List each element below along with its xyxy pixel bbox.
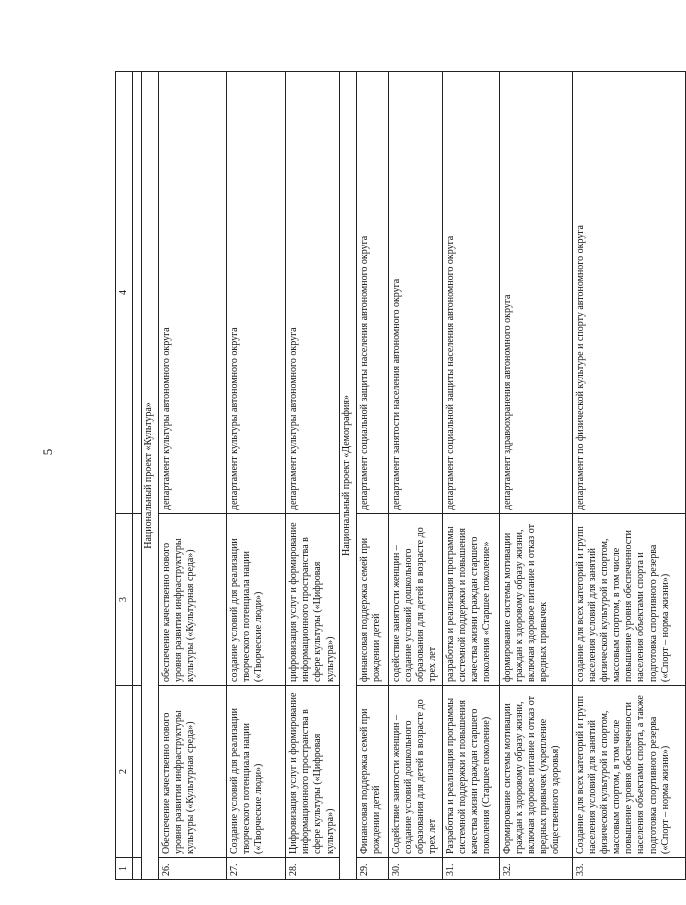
row-number: 29. (356, 858, 388, 880)
table-row (356, 72, 388, 880)
spacer-row (133, 72, 142, 880)
row-department: департамент культуры автономного округа (286, 72, 340, 514)
page-number: 5 (40, 448, 55, 456)
header-cell-2: 2 (116, 686, 133, 858)
table-row (227, 72, 286, 880)
row-task: содействие занятости женщин – создание условий дошкольного образования для детей в возрасте до трех лет (388, 514, 442, 686)
row-department: департамент по физической культуре и спорту автономного округа (572, 72, 685, 514)
row-goal: Формирование системы мотивации граждан к здоровому образу жизни, включая здоровое питание и отказ от вредных привычек (укрепление общественного здоровья) (499, 686, 572, 858)
header-cell-1: 1 (116, 858, 133, 880)
row-number: 32. (499, 858, 572, 880)
row-department: департамент культуры автономного округа (227, 72, 286, 514)
row-number: 30. (388, 858, 442, 880)
row-department: департамент социальной защиты населения автономного округа (356, 72, 388, 514)
projects-table (115, 71, 686, 880)
table-row (572, 72, 685, 880)
table-row (286, 72, 340, 880)
header-row (116, 72, 133, 880)
row-goal: Цифровизация услуг и формирование информационного пространства в сфере культуры («Цифровая культура») (286, 686, 340, 858)
row-department: департамент культуры автономного округа (159, 72, 227, 514)
row-department: департамент здравоохранения автономного округа (499, 72, 572, 514)
row-task: создание условий для реализации творческого потенциала нации («Творческие люди») (227, 514, 286, 686)
section-row-culture (142, 72, 159, 880)
table-row (388, 72, 442, 880)
header-cell-4: 4 (116, 72, 133, 514)
row-task: формирование системы мотивации граждан к здоровому образу жизни, включая здоровое питание и отказ от вредных привычек (499, 514, 572, 686)
row-task: финансовая поддержка семей при рождении детей (356, 514, 388, 686)
spacer-cell (133, 72, 142, 514)
spacer-cell (133, 686, 142, 858)
row-number: 27. (227, 858, 286, 880)
row-department: департамент занятости населения автономного округа (388, 72, 442, 514)
table-row (159, 72, 227, 880)
header-cell-3: 3 (116, 514, 133, 686)
row-goal: Содействие занятости женщин – создание условий дошкольного образования для детей в возрасте до трех лет (388, 686, 442, 858)
rotated-table-container (115, 72, 671, 880)
row-task: разработка и реализация программы системной поддержки и повышения качества жизни граждан старшего поколения «Старшее поколение» (442, 514, 499, 686)
spacer-cell (133, 858, 142, 880)
row-department: департамент социальной защиты населения автономного округа (442, 72, 499, 514)
row-number: 26. (159, 858, 227, 880)
row-goal: Финансовая поддержка семей при рождении детей (356, 686, 388, 858)
row-number: 28. (286, 858, 340, 880)
row-task: создание для всех категорий и групп населения условий для занятий физической культурой и спортом, массовым спортом, в том числе повышение уровня обеспеченности населения объектами спорта и подготовка спортивного резерва («Спорт – норма жизни») (572, 514, 685, 686)
row-goal: Разработка и реализация программы системной поддержки и повышения качества жизни граждан старшего поколения (Старшее поколение) (442, 686, 499, 858)
row-number: 33. (572, 858, 685, 880)
table-row (442, 72, 499, 880)
section-row-demography (339, 72, 356, 880)
spacer-cell (133, 514, 142, 686)
row-goal: Создание условий для реализации творческого потенциала нации («Творческие люди») (227, 686, 286, 858)
row-goal: Обеспечение качественно нового уровня развития инфраструктуры культуры («Культурная среда») (159, 686, 227, 858)
row-goal: Создание для всех категорий и групп населения условий для занятий физической культурой и спортом, массовым спортом, в том числе повышение уровня обеспеченности населения объектами спорта, а также подготовка спортивного резерва («Спорт – норма жизни») (572, 686, 685, 858)
row-task: цифровизация услуг и формирование информационного пространства в сфере культуры («Цифровая культура») (286, 514, 340, 686)
table-row (499, 72, 572, 880)
section-title-culture: Национальный проект «Культура» (142, 72, 159, 880)
row-number: 31. (442, 858, 499, 880)
row-task: обеспечение качественно нового уровня развития инфраструктуры культуры («Культурная среда») (159, 514, 227, 686)
section-title-demography: Национальный проект «Демография» (339, 72, 356, 880)
